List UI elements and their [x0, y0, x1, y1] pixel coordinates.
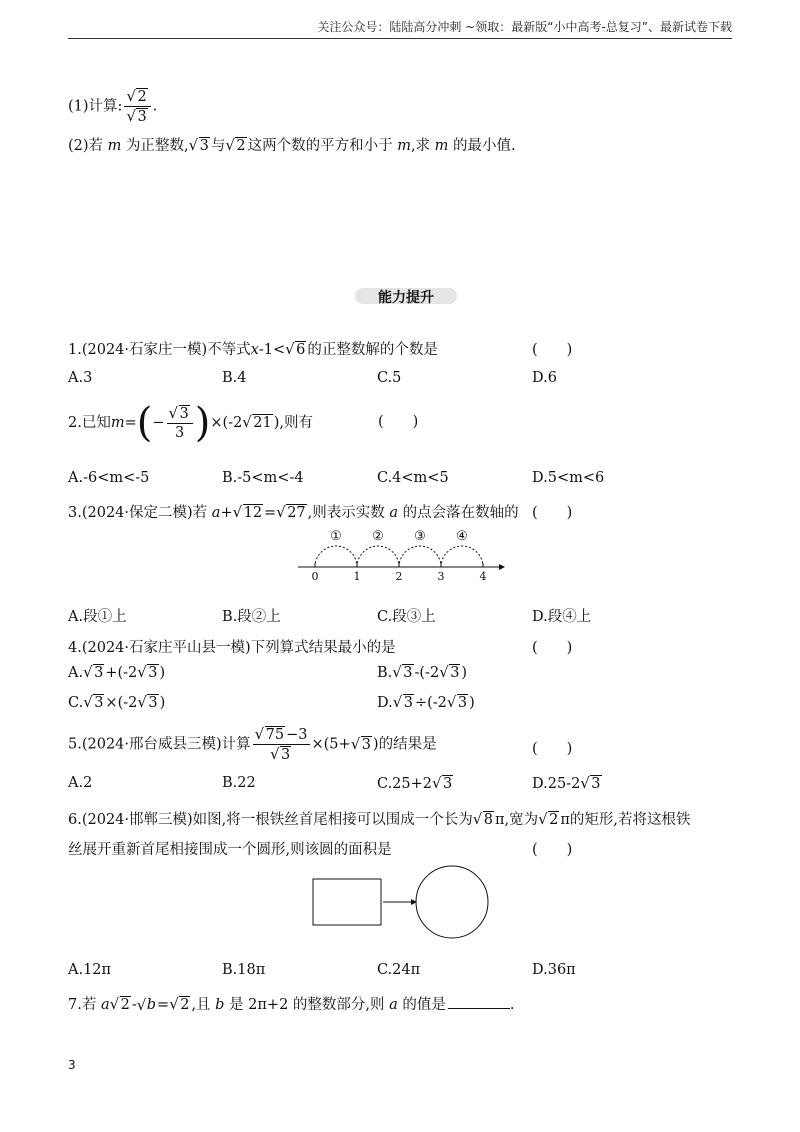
answer-bracket: ( ) [532, 640, 573, 656]
arrow-icon [499, 564, 505, 570]
segment-arc [315, 546, 357, 567]
segment-label: ① [330, 529, 342, 544]
option-c: C.段③上 [377, 609, 436, 625]
option-d: D.段④上 [532, 609, 592, 625]
option-d: D.25-2√ 3 [532, 775, 603, 792]
answer-bracket: ( ) [532, 342, 573, 358]
answer-bracket: ( ) [532, 842, 573, 858]
option-d: D.6 [532, 370, 557, 386]
prev-q1: (1)计算: √ 2 √ 3 . [68, 88, 157, 125]
option-a: A.段①上 [68, 609, 127, 625]
answer-bracket: ( ) [378, 414, 419, 430]
option-c: C.√ 3 ×(-2√ 3 ) [68, 694, 165, 711]
page-number: 3 [68, 1058, 76, 1072]
answer-blank[interactable] [448, 996, 510, 1009]
segment-label: ② [372, 529, 384, 544]
option-a: A.3 [68, 370, 93, 386]
option-c: C.5 [377, 370, 402, 386]
tick-label: 2 [395, 570, 403, 583]
tick-label: 3 [437, 570, 445, 583]
rectangle-shape [313, 879, 381, 925]
option-a: A.-6<m<-5 [68, 470, 150, 486]
header-divider [68, 38, 732, 39]
option-a: A.√ 3 +(-2√ 3 ) [68, 664, 165, 681]
option-b: B.-5<m<-4 [222, 470, 304, 486]
option-b: B.22 [222, 775, 256, 791]
question-3: 3.(2024·保定二模)若 a+√ 12 =√ 27 ,则表示实数 a 的点会落在数轴的 [68, 501, 519, 522]
option-d: D.36π [532, 962, 576, 978]
segment-label: ③ [414, 529, 426, 544]
question-1: 1.(2024·石家庄一模)不等式x-1<√ 6 的正整数解的个数是 [68, 338, 438, 359]
question-6-line2: 丝展开重新首尾相接围成一个圆形,则该圆的面积是 [68, 842, 392, 858]
option-b: B.段②上 [222, 609, 281, 625]
segment-arc [441, 546, 483, 567]
question-2: 2.已知m=(− √ $\frac{3}{3}$ )×(-2√ 21 ),则有 [68, 404, 313, 442]
question-5: 5.(2024·邢台威县三模)计算 √ 75 −3 √ 3 ×(5+√ 3 )的结果是 [68, 726, 437, 763]
segment-label: ④ [456, 529, 468, 544]
page-header: 关注公众号：陆陆高分冲刺 ~领取：最新版“小中高考-总复习”、最新试卷下载 [317, 20, 732, 34]
option-a: A.12π [68, 962, 112, 978]
option-b: B.√ 3 -(-2√ 3 ) [377, 664, 467, 681]
tick-label: 4 [479, 570, 487, 583]
tick-label: 0 [311, 570, 319, 583]
prev-q2: (2)若 m 为正整数,√ 3 与√ 2 这两个数的平方和小于 m,求 m 的最小值. [68, 134, 516, 155]
section-title: 能力提升 [355, 284, 457, 308]
segment-arc [357, 546, 399, 567]
question-7: 7.若 a√ 2 -√ b=√ 2 ,且 b 是 2π+2 的整数部分,则 a 的值是 . [68, 993, 515, 1014]
fraction: √ 2 √ 3 [124, 88, 150, 125]
option-c: C.25+2√ 3 [377, 775, 454, 792]
option-d: D.5<m<6 [532, 470, 605, 486]
question-4: 4.(2024·石家庄平山县一模)下列算式结果最小的是 [68, 640, 396, 656]
option-d: D.√ 3 ÷(-2√ 3 ) [377, 694, 475, 711]
circle-shape [416, 866, 488, 938]
question-6: 6.(2024·邯郸三模)如图,将一根铁丝首尾相接可以围成一个长为√ 8 π,宽为√ 2 π的矩形,若将这根铁 [68, 808, 691, 829]
option-c: C.4<m<5 [377, 470, 449, 486]
rectangle-circle-figure [310, 862, 495, 942]
segment-arc [399, 546, 441, 567]
option-b: B.4 [222, 370, 247, 386]
answer-bracket: ( ) [532, 741, 573, 757]
option-c: C.24π [377, 962, 421, 978]
number-line-figure [295, 524, 505, 584]
option-b: B.18π [222, 962, 266, 978]
answer-bracket: ( ) [532, 505, 573, 521]
option-a: A.2 [68, 775, 93, 791]
tick-label: 1 [353, 570, 361, 583]
